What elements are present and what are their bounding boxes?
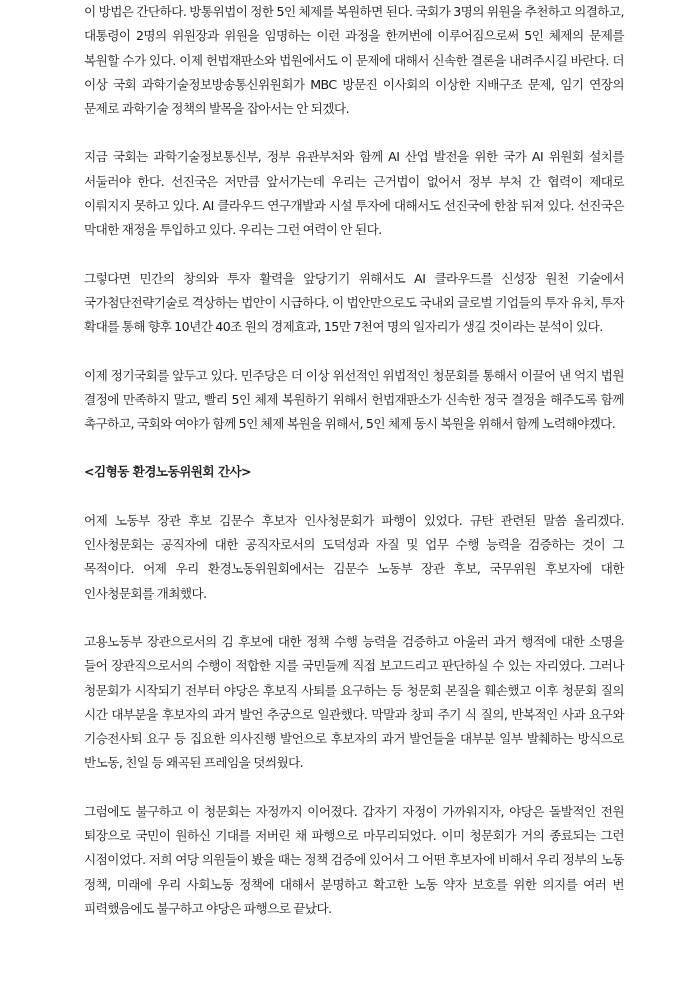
- section-heading: <김형동 환경노동위원회 간사>: [84, 464, 252, 480]
- paragraph-ai-committee: 지금 국회는 과학기술정보통신부, 정부 유관부처와 함께 AI 산업 발전을 위한 국가 AI 위원회 설치를 서둘러야 한다. 선진국은 저만큼 앞서가는데 우리는 근거법이 없어서 정부 부처 간 협력이 제대로 이뤄지지 못하고 있다. AI 클라우드 연구개발과 시설 투자에 대해서도 선진국에 한참 뒤져 있다. 선진국은 막대한 재정을 투입하고 있다. 우리는 그런 여력이 안 된다.: [84, 149, 624, 238]
- paragraph-hearing-process: 고용노동부 장관으로서의 김 후보에 대한 정책 수행 능력을 검증하고 아울러 과거 행적에 대한 소명을 들어 장관직으로서의 수행이 적합한 지를 국민들께 직접 보고드리고 판단하실 수 있는 자리였다. 그러나 청문회가 시작되기 전부터 야당은 후보직 사퇴를 요구하는 등 청문회 본질을 훼손했고 이후 청문회 질의 시간 대부분을 후보자의 과거 발언 추궁으로 일관했다. 막말과 창피 주기 식 질의, 반복적인 사과 요구와 기승전사퇴 요구 등 집요한 의사진행 발언으로 후보자의 과거 발언들을 대부분 일부 발췌하는 방식으로 반노동, 친일 등 왜곡된 프레임을 덧씌웠다.: [84, 633, 624, 771]
- paragraph-commission-restoration: 이 방법은 간단하다. 방통위법이 정한 5인 체제를 복원하면 된다. 국회가 3명의 위원을 추천하고 의결하고, 대통령이 2명의 위원장과 위원을 임명하는 이런 과정을 한꺼번에 이루어짐으로써 5인 체제의 문제를 복원할 수가 있다. 이제 헌법재판소와 법원에서도 이 문제에 대해서 신속한 결론을 내려주시길 바란다. 더 이상 국회 과학기술정보방송통신위원회가 MBC 방문진 이사회의 이상한 지배구조 문제, 임기 연장의 문제로 과학기술 정책의 발목을 잡아서는 안 되겠다.: [84, 4, 624, 117]
- paragraph-regular-session: 이제 정기국회를 앞두고 있다. 민주당은 더 이상 위선적인 위법적인 청문회를 통해서 이끌어 낸 억지 법원 결정에 만족하지 말고, 빨리 5인 체제 복원하기 위해서 헌법재판소가 신속한 정국 결정을 해주도록 함께 촉구하고, 국회와 여야가 함께 5인 체제 복원을 위해서, 5인 체제 동시 복원을 위해서 함께 노력해야겠다.: [84, 367, 624, 432]
- paragraph-ai-cloud-bill: 그렇다면 민간의 창의와 투자 활력을 앞당기기 위해서도 AI 클라우드를 신성장 원천 기술에서 국가첨단전략기술로 격상하는 법안이 시급하다. 이 법안만으로도 국내외 글로벌 기업들의 투자 유치, 투자 확대를 통해 향후 10년간 40조 원의 경제효과, 15만 7천여 명의 일자리가 생길 것이라는 분석이 있다.: [84, 270, 624, 335]
- paragraph-hearing-ending: 그럼에도 불구하고 이 청문회는 자정까지 이어졌다. 갑자기 자정이 가까워지자, 야당은 돌발적인 전원 퇴장으로 국민이 원하신 기대를 저버린 채 파행으로 마무리되었다. 이미 청문회가 거의 종료되는 그런 시점이었다. 저희 여당 의원들이 봤을 때는 정책 검증에 있어서 그 어떤 후보자에 비해서 우리 정부의 노동 정책, 미래에 우리 사회노동 정책에 대해서 분명하고 확고한 노동 약자 보호를 위한 의지를 여러 번 피력했음에도 불구하고 야당은 파행으로 끝났다.: [84, 803, 624, 916]
- paragraph-hearing-breakdown: 어제 노동부 장관 후보 김문수 후보자 인사청문회가 파행이 있었다. 규탄 관련된 말씀 올리겠다. 인사청문회는 공직자에 대한 공직자로서의 도덕성과 자질 및 업무 수행 능력을 검증하는 것이 그 목적이다. 어제 우리 환경노동위원회에서는 김문수 노동부 장관 후보, 국무위원 후보자에 대한 인사청문회를 개최했다.: [84, 512, 624, 601]
- document-page: [84, 0, 624, 921]
